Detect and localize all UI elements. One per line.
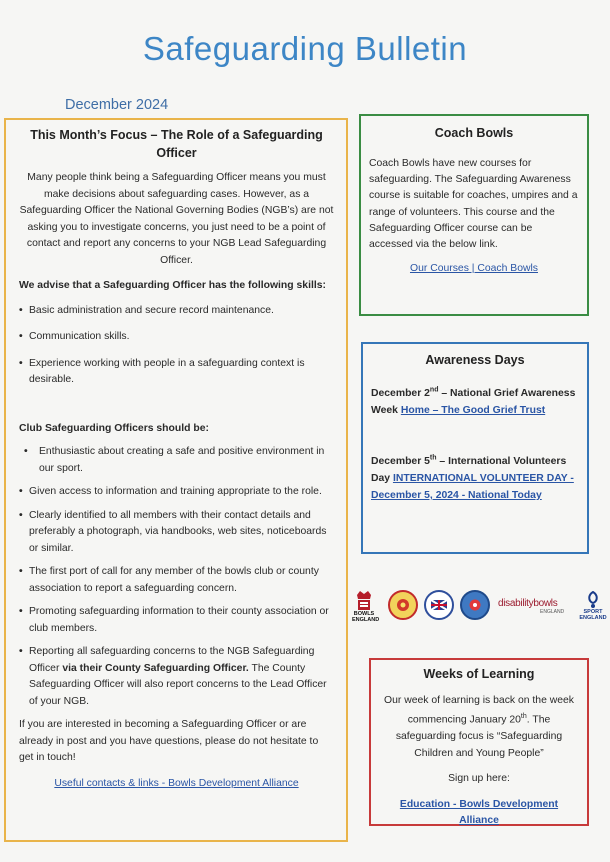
closing-text: If you are interested in becoming a Safeguarding Officer or are already in post and you have questions, please do not hesitate to get in touch!: [19, 719, 319, 763]
bulletin-date: December 2024: [65, 97, 169, 113]
partner-logos: [352, 584, 610, 632]
weeks-of-learning-section: [369, 658, 589, 826]
crown-icon: [355, 589, 373, 611]
sport-england-text: SPORT ENGLAND: [579, 609, 607, 621]
signup-text: Sign up here:: [448, 773, 510, 785]
coach-heading: Coach Bowls: [434, 126, 514, 140]
weeks-text-post: . The safeguarding focus is “Safeguarding Children and Young People”: [395, 714, 563, 759]
grief-title: – National Grief Awareness Week: [371, 388, 576, 417]
weeks-heading: Weeks of Learning: [423, 667, 535, 681]
report-text-bold: via their County Safeguarding Officer.: [62, 662, 249, 674]
bulletin-title: Safeguarding Bulletin: [142, 30, 468, 67]
coach-courses-link[interactable]: Our Courses | Coach Bowls: [409, 263, 538, 275]
club-item-reporting: [19, 644, 334, 710]
club-crest-logo-2: [424, 590, 454, 620]
skill-item: • Communication skills.: [19, 329, 334, 346]
volunteer-date-sup: th: [429, 454, 437, 462]
awareness-days-section: [361, 342, 589, 554]
report-text-pre: Reporting all safeguarding concerns to the NGB Safeguarding Officer: [29, 646, 315, 674]
education-link-wrap: [381, 797, 577, 830]
weeks-text-pre: Our week of learning is back on the week commencing January 20: [383, 695, 575, 726]
awareness-item: [371, 382, 579, 419]
club-item: • Given access to information and training appropriate to the role.: [19, 484, 334, 501]
focus-intro: Many people think being a Safeguarding Officer means you must make decisions about safeguarding cases. However, as a Safeguarding Officer the National Governing Bodies (NGB’s) are not asking you to investigate concerns, you just need to be a point of contact and report any concerns to your NGB Lead Safeguarding Officer.: [19, 172, 334, 266]
volunteer-date-text: December 5: [371, 455, 430, 467]
awareness-heading: Awareness Days: [425, 353, 525, 367]
weeks-text: [381, 693, 577, 762]
sport-england-mark-icon: [585, 591, 601, 609]
education-link[interactable]: Education - Bowls Development Alliance: [399, 798, 559, 826]
volunteer-title: – International Volunteers Day: [371, 455, 567, 484]
skill-item: • Experience working with people in a safeguarding context is desirable.: [19, 356, 334, 389]
sport-england-logo: [578, 584, 608, 628]
club-crest-logo-1: [388, 590, 418, 620]
grief-date-sup: nd: [429, 387, 439, 394]
report-text-post: The County Safeguarding Officer will also report concerns to the Lead Officer of your NGB.: [29, 662, 327, 707]
club-crest-logo-3: [460, 590, 490, 620]
weeks-text-sup: th: [520, 713, 527, 721]
coach-bowls-section: [359, 114, 589, 316]
skills-heading: We advise that a Safeguarding Officer has the following skills:: [19, 280, 326, 291]
focus-heading: This Month’s Focus – The Role of a Safeguarding Officer: [30, 128, 323, 160]
disability-bowls-sub: ENGLAND: [540, 608, 565, 615]
skill-item: • Basic administration and secure record maintenance.: [19, 303, 334, 320]
disability-bowls-text: disabilitybowls: [498, 597, 558, 609]
disability-bowls-logo: [498, 584, 570, 628]
awareness-item: [371, 449, 579, 503]
bowls-england-text: BOWLS ENGLAND: [352, 611, 380, 623]
rose-icon: [395, 597, 411, 613]
bowls-england-logo: [352, 584, 380, 628]
grief-date-text: December 2: [371, 388, 430, 400]
club-heading: Club Safeguarding Officers should be:: [19, 422, 209, 434]
club-item: • The first port of call for any member of the bowls club or county association to report a safeguarding concern.: [19, 564, 334, 597]
coach-text: Coach Bowls have new courses for safeguarding. The Safeguarding Awareness course is suitable for coaches, umpires and a range of volunteers. This course and the Safeguarding Officer course can be accessed via the below link.: [369, 158, 578, 251]
useful-contacts-link-wrap: [19, 776, 334, 793]
useful-contacts-link[interactable]: Useful contacts & links - Bowls Development Alliance: [54, 777, 299, 789]
good-grief-trust-link[interactable]: Home – The Good Grief Trust: [400, 405, 546, 417]
club-item: • Promoting safeguarding information to their county association or club members.: [19, 604, 334, 637]
bowls-ball-icon: [467, 597, 483, 613]
union-flag-icon: [429, 595, 449, 615]
volunteer-day-link[interactable]: INTERNATIONAL VOLUNTEER DAY - December 5, 2024 - National Today: [371, 472, 574, 501]
club-item: • Clearly identified to all members with their contact details and preferably a photograph, via handbooks, web sites, noticeboards or similar.: [19, 508, 334, 558]
club-item: • Enthusiastic about creating a safe and positive environment in our sport.: [19, 444, 334, 477]
focus-section: [4, 118, 348, 842]
coach-link-wrap: [361, 263, 587, 274]
